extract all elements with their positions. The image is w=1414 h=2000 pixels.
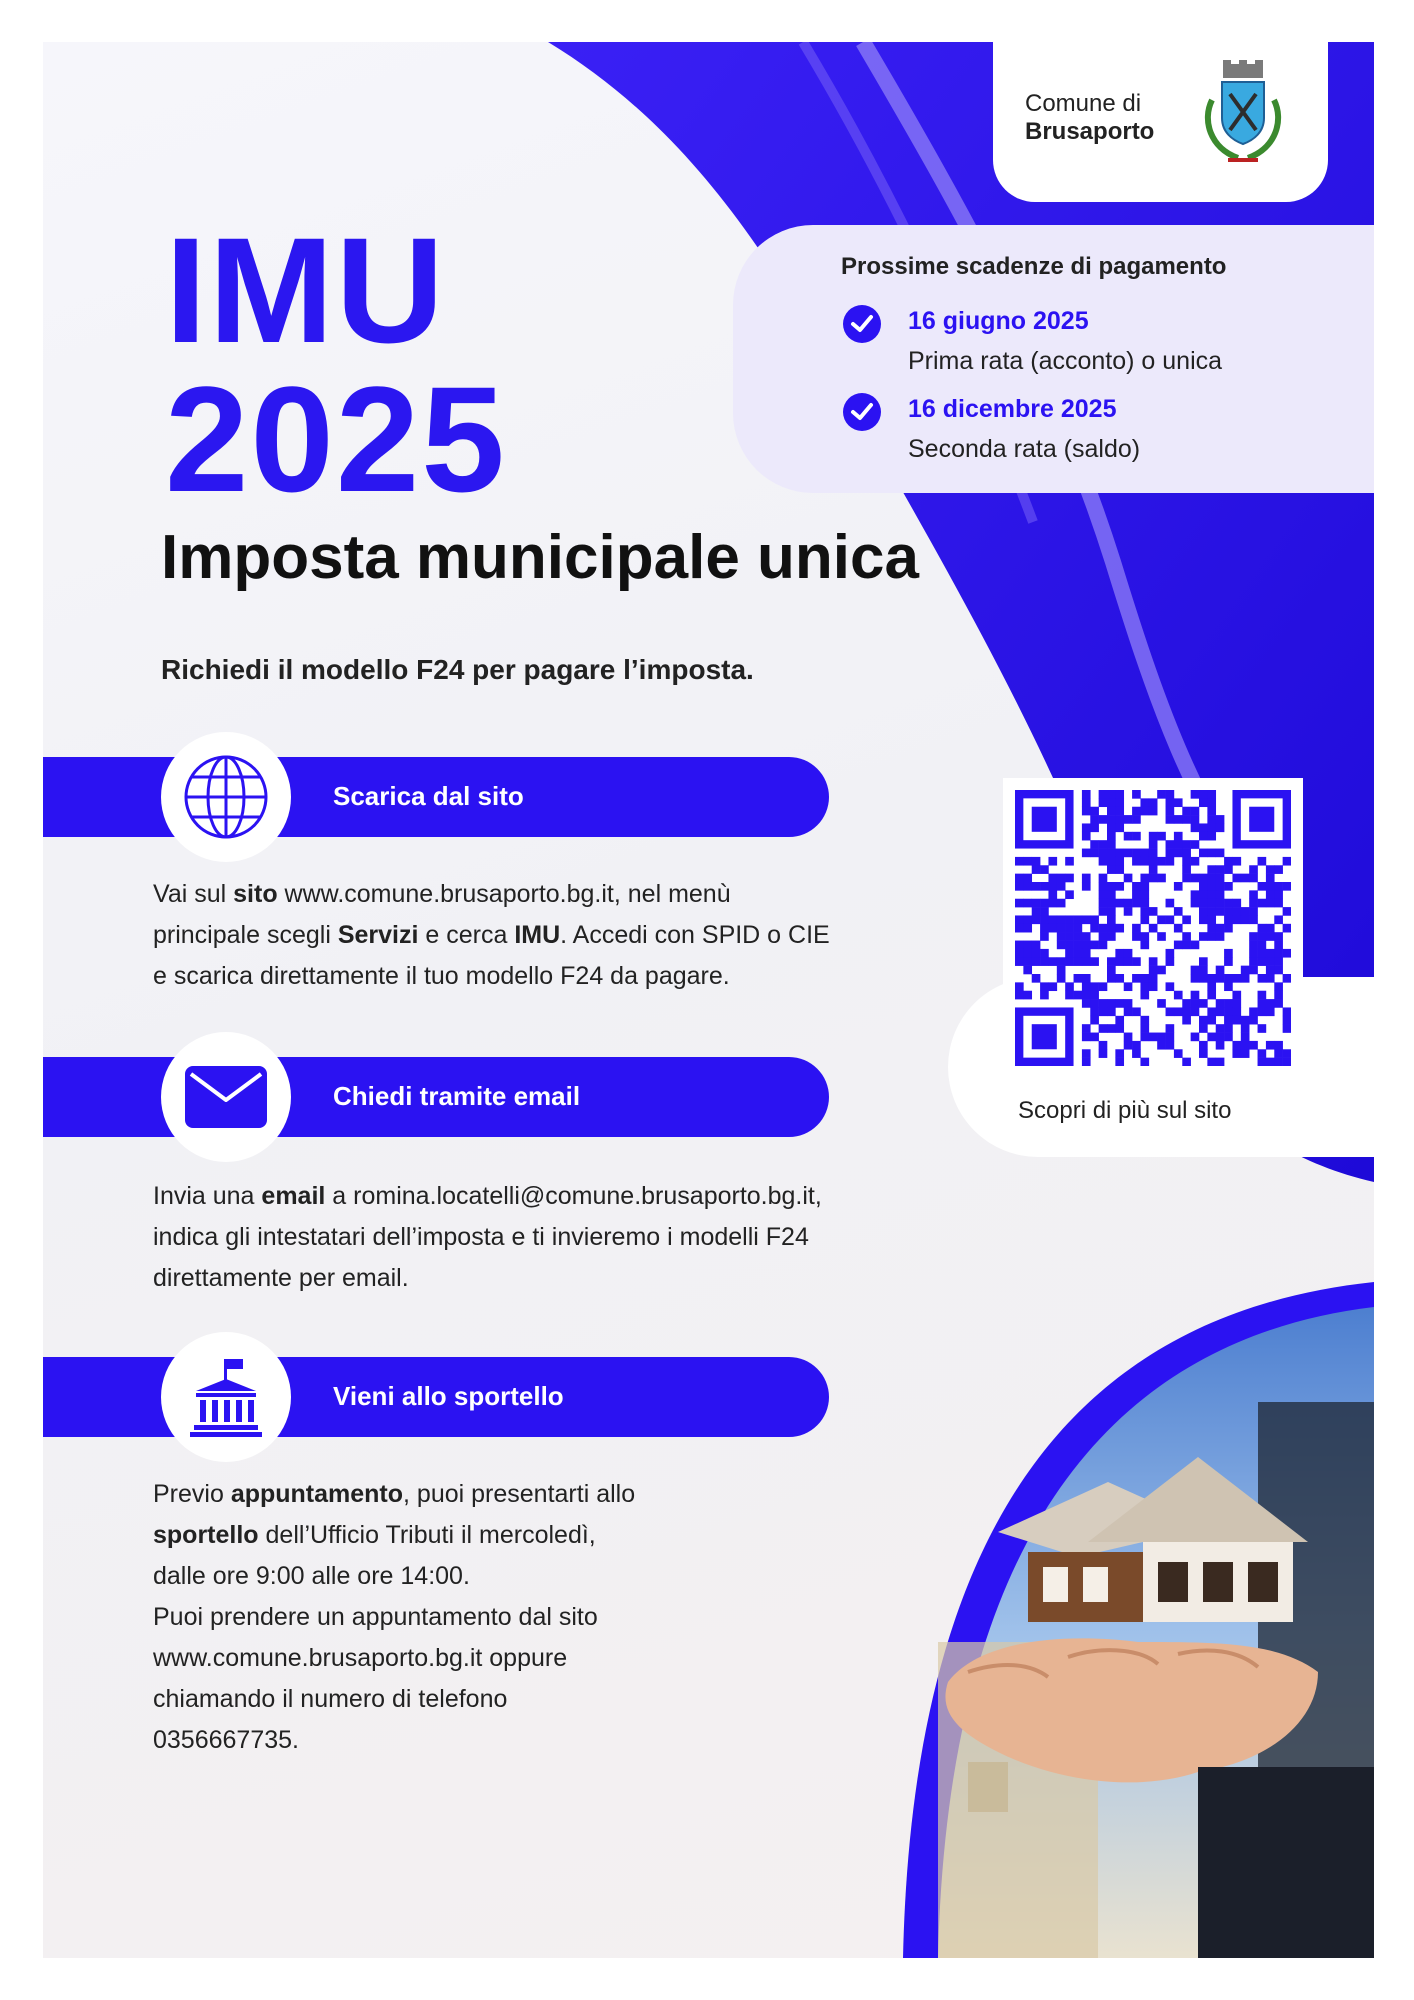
deadline-desc-2: Seconda rata (saldo) — [908, 435, 1141, 463]
text-line — [153, 1217, 913, 1258]
text-line — [153, 1556, 913, 1597]
qr-code-frame[interactable] — [1003, 778, 1303, 1078]
section-label-desk: Vieni allo sportello — [333, 1381, 564, 1411]
body-text: Vai sul — [153, 880, 234, 908]
section-text-desk — [153, 1474, 913, 1761]
body-text: Invia una — [153, 1182, 262, 1210]
body-text: 0356667735. — [153, 1726, 299, 1754]
text-line — [153, 1597, 913, 1638]
section-label-email: Chiedi tramite email — [333, 1081, 581, 1111]
emphasis-text: IMU — [514, 921, 561, 949]
text-line — [153, 1638, 913, 1679]
coat-of-arms-icon — [1198, 60, 1288, 170]
deadlines-heading: Prossime scadenze di pagamento — [841, 253, 1227, 280]
house-on-hand-icon — [938, 1342, 1374, 1958]
body-text: Puoi prendere un appuntamento dal sito — [153, 1603, 598, 1631]
envelope-icon-circle — [161, 1032, 291, 1162]
body-text: e scarica direttamente il tuo modello F24 da pagare. — [153, 962, 730, 990]
deadline-date-1: 16 giugno 2025 — [908, 307, 1089, 335]
emphasis-text: Servizi — [337, 921, 419, 949]
text-line — [153, 1258, 913, 1299]
body-text: principale scegli — [153, 921, 338, 949]
town-hall-icon — [186, 1357, 266, 1437]
body-text: direttamente per email. — [153, 1264, 409, 1292]
qr-code-icon — [1015, 790, 1291, 1066]
title-year: 2025 — [165, 355, 507, 523]
text-line — [153, 1176, 913, 1217]
body-text: Previo — [153, 1480, 231, 1508]
text-line — [153, 1720, 913, 1761]
body-text: www.comune.brusaporto.bg.it oppure — [153, 1644, 568, 1672]
header-card — [993, 42, 1328, 202]
body-text: indica gli intestatari dell’imposta e ti invieremo i modelli F24 — [153, 1223, 809, 1251]
deadlines-card — [733, 225, 1374, 493]
text-line — [153, 1474, 913, 1515]
text-line — [153, 956, 913, 997]
check-icon — [843, 393, 881, 431]
body-text: www.comune.brusaporto.bg.it, nel menù — [277, 880, 731, 908]
body-text: chiamando il numero di telefono — [153, 1685, 508, 1713]
page-subtitle: Imposta municipale unica — [161, 523, 919, 592]
body-text: , puoi presentarti allo — [403, 1480, 636, 1508]
body-text: a romina.locatelli@comune.brusaporto.bg.it, — [325, 1182, 822, 1210]
check-icon — [843, 305, 881, 343]
comune-label: Comune di — [1025, 90, 1142, 117]
poster — [43, 42, 1374, 1958]
section-text-web — [153, 874, 913, 997]
emphasis-text: sportello — [153, 1521, 259, 1549]
body-text: e cerca — [418, 921, 515, 949]
envelope-icon — [183, 1064, 269, 1130]
section-text-email — [153, 1176, 913, 1299]
deadline-date-2: 16 dicembre 2025 — [908, 395, 1117, 423]
text-line — [153, 915, 913, 956]
body-text: . Accedi con SPID o CIE — [560, 921, 830, 949]
text-line — [153, 874, 913, 915]
emphasis-text: appuntamento — [230, 1480, 404, 1508]
text-line — [153, 1679, 913, 1720]
text-line — [153, 1515, 913, 1556]
section-label-web: Scarica dal sito — [333, 781, 524, 811]
globe-icon-circle — [161, 732, 291, 862]
lead-text: Richiedi il modello F24 per pagare l’imposta. — [161, 654, 754, 685]
globe-icon — [182, 753, 270, 841]
deadline-desc-1: Prima rata (acconto) o unica — [908, 347, 1223, 375]
title-imu: IMU — [165, 206, 446, 374]
qr-caption: Scopri di più sul sito — [1018, 1097, 1232, 1124]
town-hall-icon-circle — [161, 1332, 291, 1462]
emphasis-text: sito — [233, 880, 278, 908]
emphasis-text: email — [261, 1182, 326, 1210]
comune-name: Brusaporto — [1025, 118, 1155, 145]
body-text: dell’Ufficio Tributi il mercoledì, — [258, 1521, 596, 1549]
body-text: dalle ore 9:00 alle ore 14:00. — [153, 1562, 470, 1590]
